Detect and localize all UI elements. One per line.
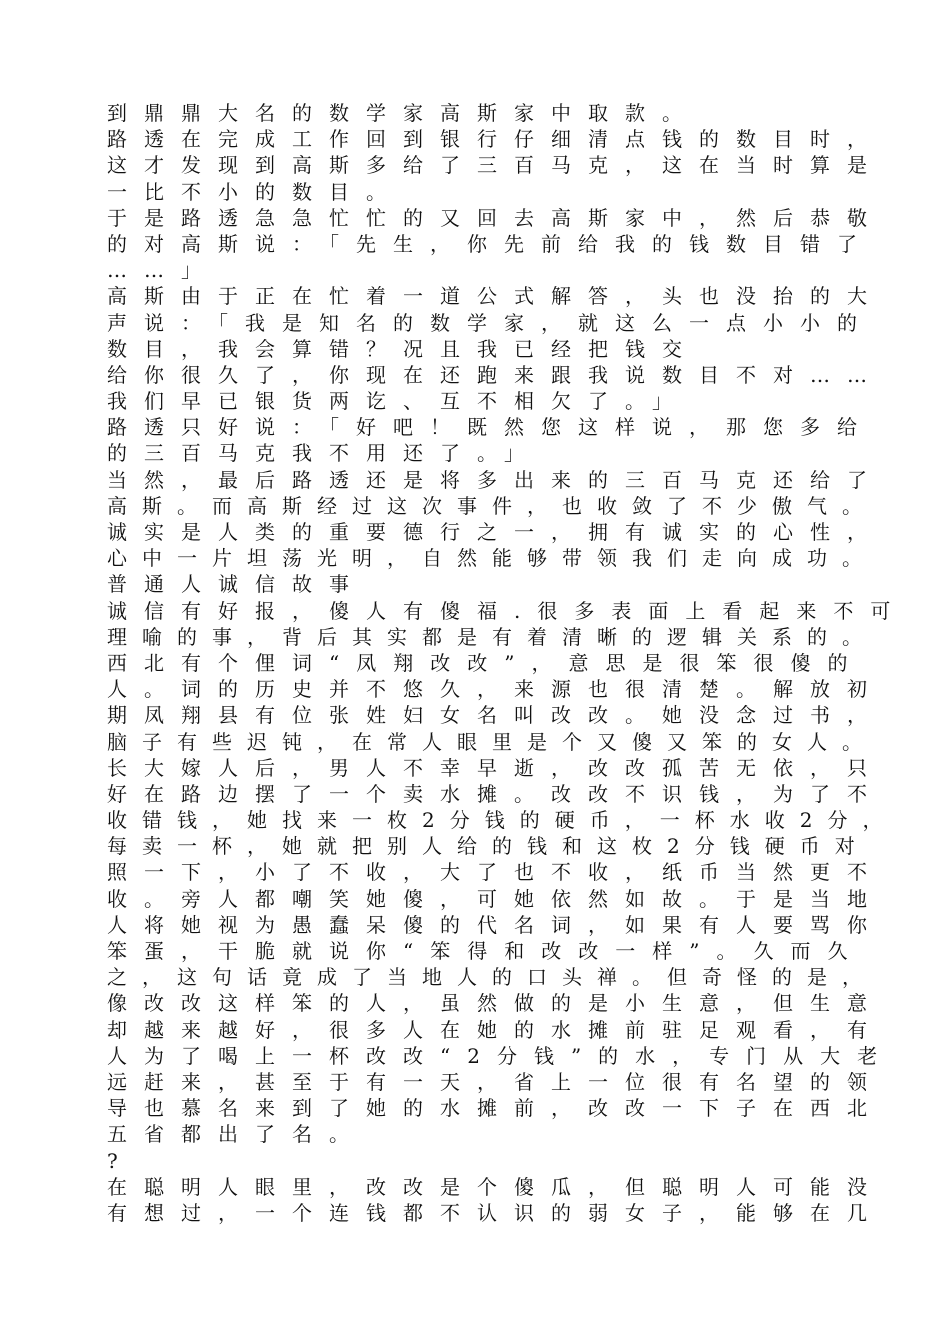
text-line: 一比不小的数目。 (107, 179, 403, 204)
document-body (107, 100, 908, 1226)
text-line: 心中一片坦荡光明，自然能够带领我们走向成功。 (107, 546, 877, 571)
text-line: 笨蛋，干脆就说你“笨得和改改一样”。久而久 (107, 939, 865, 963)
text-line: 好在路边摆了一个卖水摊。改改不识钱，为了不 (107, 781, 884, 806)
text-line: 远赶来，甚至于有一天，省上一位很有名望的领 (107, 1069, 884, 1094)
text-line: 给你很久了，你现在还跑来跟我说数目不对…… (107, 362, 884, 387)
text-line: 数目，我会算错？况且我已经把钱交 (107, 336, 699, 361)
text-line: 高斯由于正在忙着一道公式解答，头也没抬的大 (107, 284, 884, 309)
text-line: 人。词的历史并不悠久，来源也很清楚。解放初 (107, 677, 884, 702)
text-line: 理喻的事，背后其实都是有着清晰的逻辑关系的。 (107, 624, 877, 649)
text-line: 我们早已银货两讫、互不相欠了。」 (107, 389, 689, 414)
text-line: 人为了喝上一杯改改“2分钱”的水，专门从大老 (107, 1043, 895, 1068)
text-line: 像改改这样笨的人，虽然做的是小生意，但生意 (107, 991, 884, 1016)
text-line: 路透在完成工作回到银行仔细清点钱的数目时， (107, 127, 884, 152)
text-line: ……」 (107, 258, 218, 283)
text-line: 却越来越好，很多人在她的水摊前驻足观看，有 (107, 1017, 884, 1042)
text-line: 诚实是人类的重要德行之一，拥有诚实的心性， (107, 520, 884, 544)
text-line: 收错钱，她找来一枚2分钱的硬币，一杯水收2分， (107, 808, 898, 833)
text-line: 脑子有些迟钝，在常人眼里是个又傻又笨的女人。 (107, 729, 877, 754)
section-heading: 普通人诚信故事 (107, 572, 366, 597)
text-line: 的三百马克我不用还了。」 (107, 441, 541, 466)
text-line: 导也慕名来到了她的水摊前，改改一下子在西北 (107, 1096, 884, 1121)
text-line: 诚信有好报，傻人有傻福.很多表面上看起来不可 (107, 598, 908, 623)
text-line: ? (107, 1148, 135, 1173)
text-line: 每卖一杯，她就把别人给的钱和这枚2分钱硬币对 (107, 834, 870, 859)
text-line: 这才发现到高斯多给了三百马克，这在当时算是 (107, 153, 884, 178)
text-line: 当然，最后路透还是将多出来的三百马克还给了 (107, 467, 884, 492)
text-line: 在聪明人眼里，改改是个傻瓜，但聪明人可能没 (107, 1174, 884, 1199)
text-line: 于是路透急急忙忙的又回去高斯家中，然后恭敬 (107, 205, 884, 230)
text-line: 路透只好说：「好吧！既然您这样说，那您多给 (107, 415, 874, 440)
text-line: 收。旁人都嘲笑她傻，可她依然如故。于是当地 (107, 886, 884, 911)
text-line: 高斯。而高斯经过这次事件，也收敛了不少傲气。 (107, 493, 877, 518)
text-line: 人将她视为愚蠢呆傻的代名词，如果有人要骂你 (107, 912, 884, 937)
text-line: 期凤翔县有位张姓妇女名叫改改。她没念过书， (107, 703, 884, 728)
text-line: 到鼎鼎大名的数学家高斯家中取款。 (107, 101, 699, 125)
text-line: 的对高斯说：「先生，你先前给我的钱数目错了 (107, 231, 874, 256)
text-line: 声说：「我是知名的数学家，就这么一点小小的 (107, 310, 874, 335)
text-line: 有想过，一个连钱都不认识的弱女子，能够在几 (107, 1200, 884, 1225)
text-line: 五省都出了名。 (107, 1122, 366, 1147)
text-line: 西北有个俚词“凤翔改改”，意思是很笨很傻的 (107, 650, 865, 675)
text-line: 照一下，小了不收，大了也不收，纸币当然更不 (107, 860, 884, 885)
text-line: 长大嫁人后，男人不幸早逝，改改孤苦无依，只 (107, 755, 884, 780)
text-line: 之，这句话竟成了当地人的口头禅。但奇怪的是， (107, 965, 877, 990)
